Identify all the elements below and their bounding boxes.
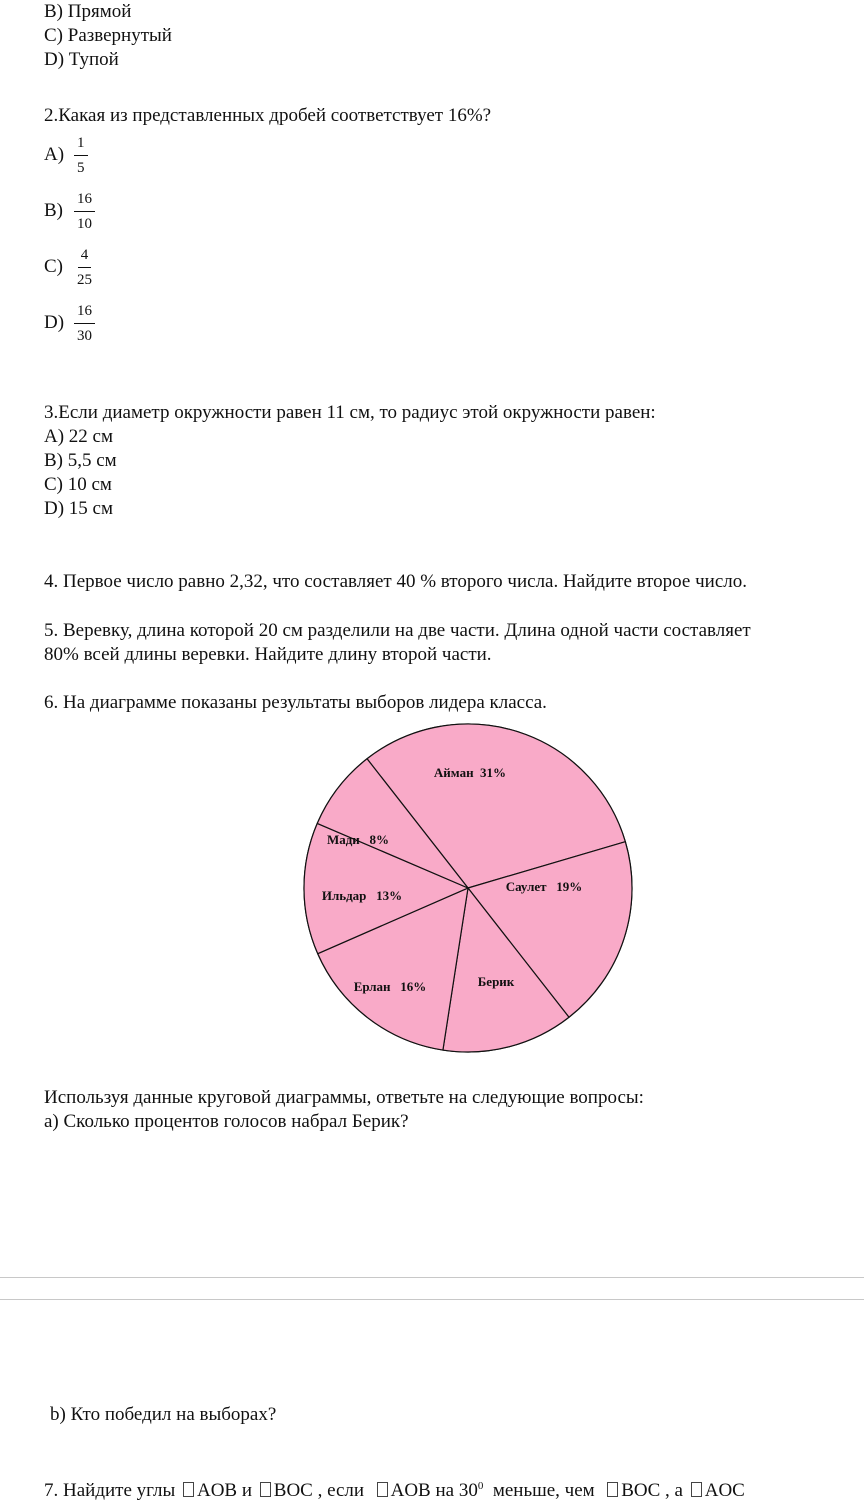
- angle-symbol-icon: [607, 1482, 618, 1497]
- q7-angle-aoc: AOC: [704, 1480, 745, 1501]
- pie-label-Ерлан: Ерлан 16%: [353, 979, 427, 994]
- q7-prefix: 7. Найдите углы: [44, 1480, 176, 1501]
- pie-label-Берик: Берик: [477, 974, 515, 989]
- q2-option-b-label: B): [44, 200, 63, 221]
- q7-on: на 30: [435, 1480, 478, 1501]
- q1-option-d: D) Тупой: [44, 49, 119, 70]
- q7-question: [44, 1479, 745, 1503]
- q2-question: 2.Какая из представленных дробей соответствует 16%?: [44, 105, 492, 126]
- fraction-numerator: 4: [78, 246, 92, 268]
- q2-option-c: [44, 243, 95, 291]
- q7-tail: , а: [665, 1480, 683, 1501]
- q2-option-d-label: D): [44, 312, 65, 333]
- q6-sub-question-b: b) Кто победил на выборах?: [50, 1404, 277, 1425]
- q7-angle-boc: BOC: [273, 1480, 313, 1501]
- fraction-denominator: 25: [77, 271, 92, 288]
- q7-angle-aob-2: AOB: [390, 1480, 431, 1501]
- angle-symbol-icon: [183, 1482, 194, 1497]
- q5-question-line1: 5. Веревку, длина которой 20 см разделили на две части. Длина одной части составляет: [44, 620, 751, 641]
- fraction-numerator: 1: [74, 134, 88, 156]
- q6-sub-question-a: a) Сколько процентов голосов набрал Берик?: [44, 1111, 409, 1132]
- pie-label-Саулет: Саулет 19%: [505, 879, 583, 894]
- page-divider-top: [0, 1277, 864, 1278]
- q7-if: , если: [317, 1480, 365, 1501]
- q7-and: и: [241, 1480, 253, 1501]
- pie-label-Айман: Айман 31%: [433, 765, 507, 780]
- q5-question-line2: 80% всей длины веревки. Найдите длину второй части.: [44, 644, 492, 665]
- fraction-numerator: 16: [74, 190, 95, 212]
- q3-option-d: D) 15 см: [44, 498, 114, 519]
- q4-question: 4. Первое число равно 2,32, что составляет 40 % второго числа. Найдите второе число.: [44, 571, 747, 592]
- pie-label-Ильдар: Ильдар 13%: [321, 888, 403, 903]
- q2-option-c-label: C): [44, 256, 63, 277]
- q2-option-a: [44, 131, 88, 179]
- q2-option-a-label: A): [44, 144, 65, 165]
- degree-superscript: 0: [477, 1480, 484, 1492]
- q3-option-c: C) 10 см: [44, 474, 112, 495]
- angle-symbol-icon: [377, 1482, 388, 1497]
- q3-option-a: A) 22 см: [44, 426, 114, 447]
- q2-option-d: [44, 299, 95, 347]
- q6-question: 6. На диаграмме показаны результаты выборов лидера класса.: [44, 692, 547, 713]
- q3-question: 3.Если диаметр окружности равен 11 см, то радиус этой окружности равен:: [44, 402, 656, 423]
- q2-option-b: [44, 187, 95, 235]
- q1-option-b: B) Прямой: [44, 1, 132, 22]
- q2-option-a-fraction: [74, 134, 88, 177]
- fraction-numerator: 16: [74, 302, 95, 324]
- q7-angle-boc-2: BOC: [621, 1480, 661, 1501]
- fraction-denominator: 30: [77, 327, 92, 344]
- angle-symbol-icon: [691, 1482, 702, 1497]
- fraction-denominator: 5: [77, 159, 85, 176]
- fraction-denominator: 10: [77, 215, 92, 232]
- q6-instruction: Используя данные круговой диаграммы, ответьте на следующие вопросы:: [44, 1087, 644, 1108]
- q3-option-b: B) 5,5 см: [44, 450, 117, 471]
- q2-option-c-fraction: [74, 246, 95, 289]
- pie-label-Мади: Мади 8%: [326, 832, 390, 847]
- q7-angle-aob: AOB: [196, 1480, 238, 1501]
- q2-option-d-fraction: [74, 302, 95, 345]
- pie-chart: [300, 720, 640, 1060]
- q7-less: меньше, чем: [492, 1480, 595, 1501]
- page-divider-bottom: [0, 1299, 864, 1300]
- q2-option-b-fraction: [74, 190, 95, 233]
- angle-symbol-icon: [260, 1482, 271, 1497]
- q1-option-c: C) Развернутый: [44, 25, 172, 46]
